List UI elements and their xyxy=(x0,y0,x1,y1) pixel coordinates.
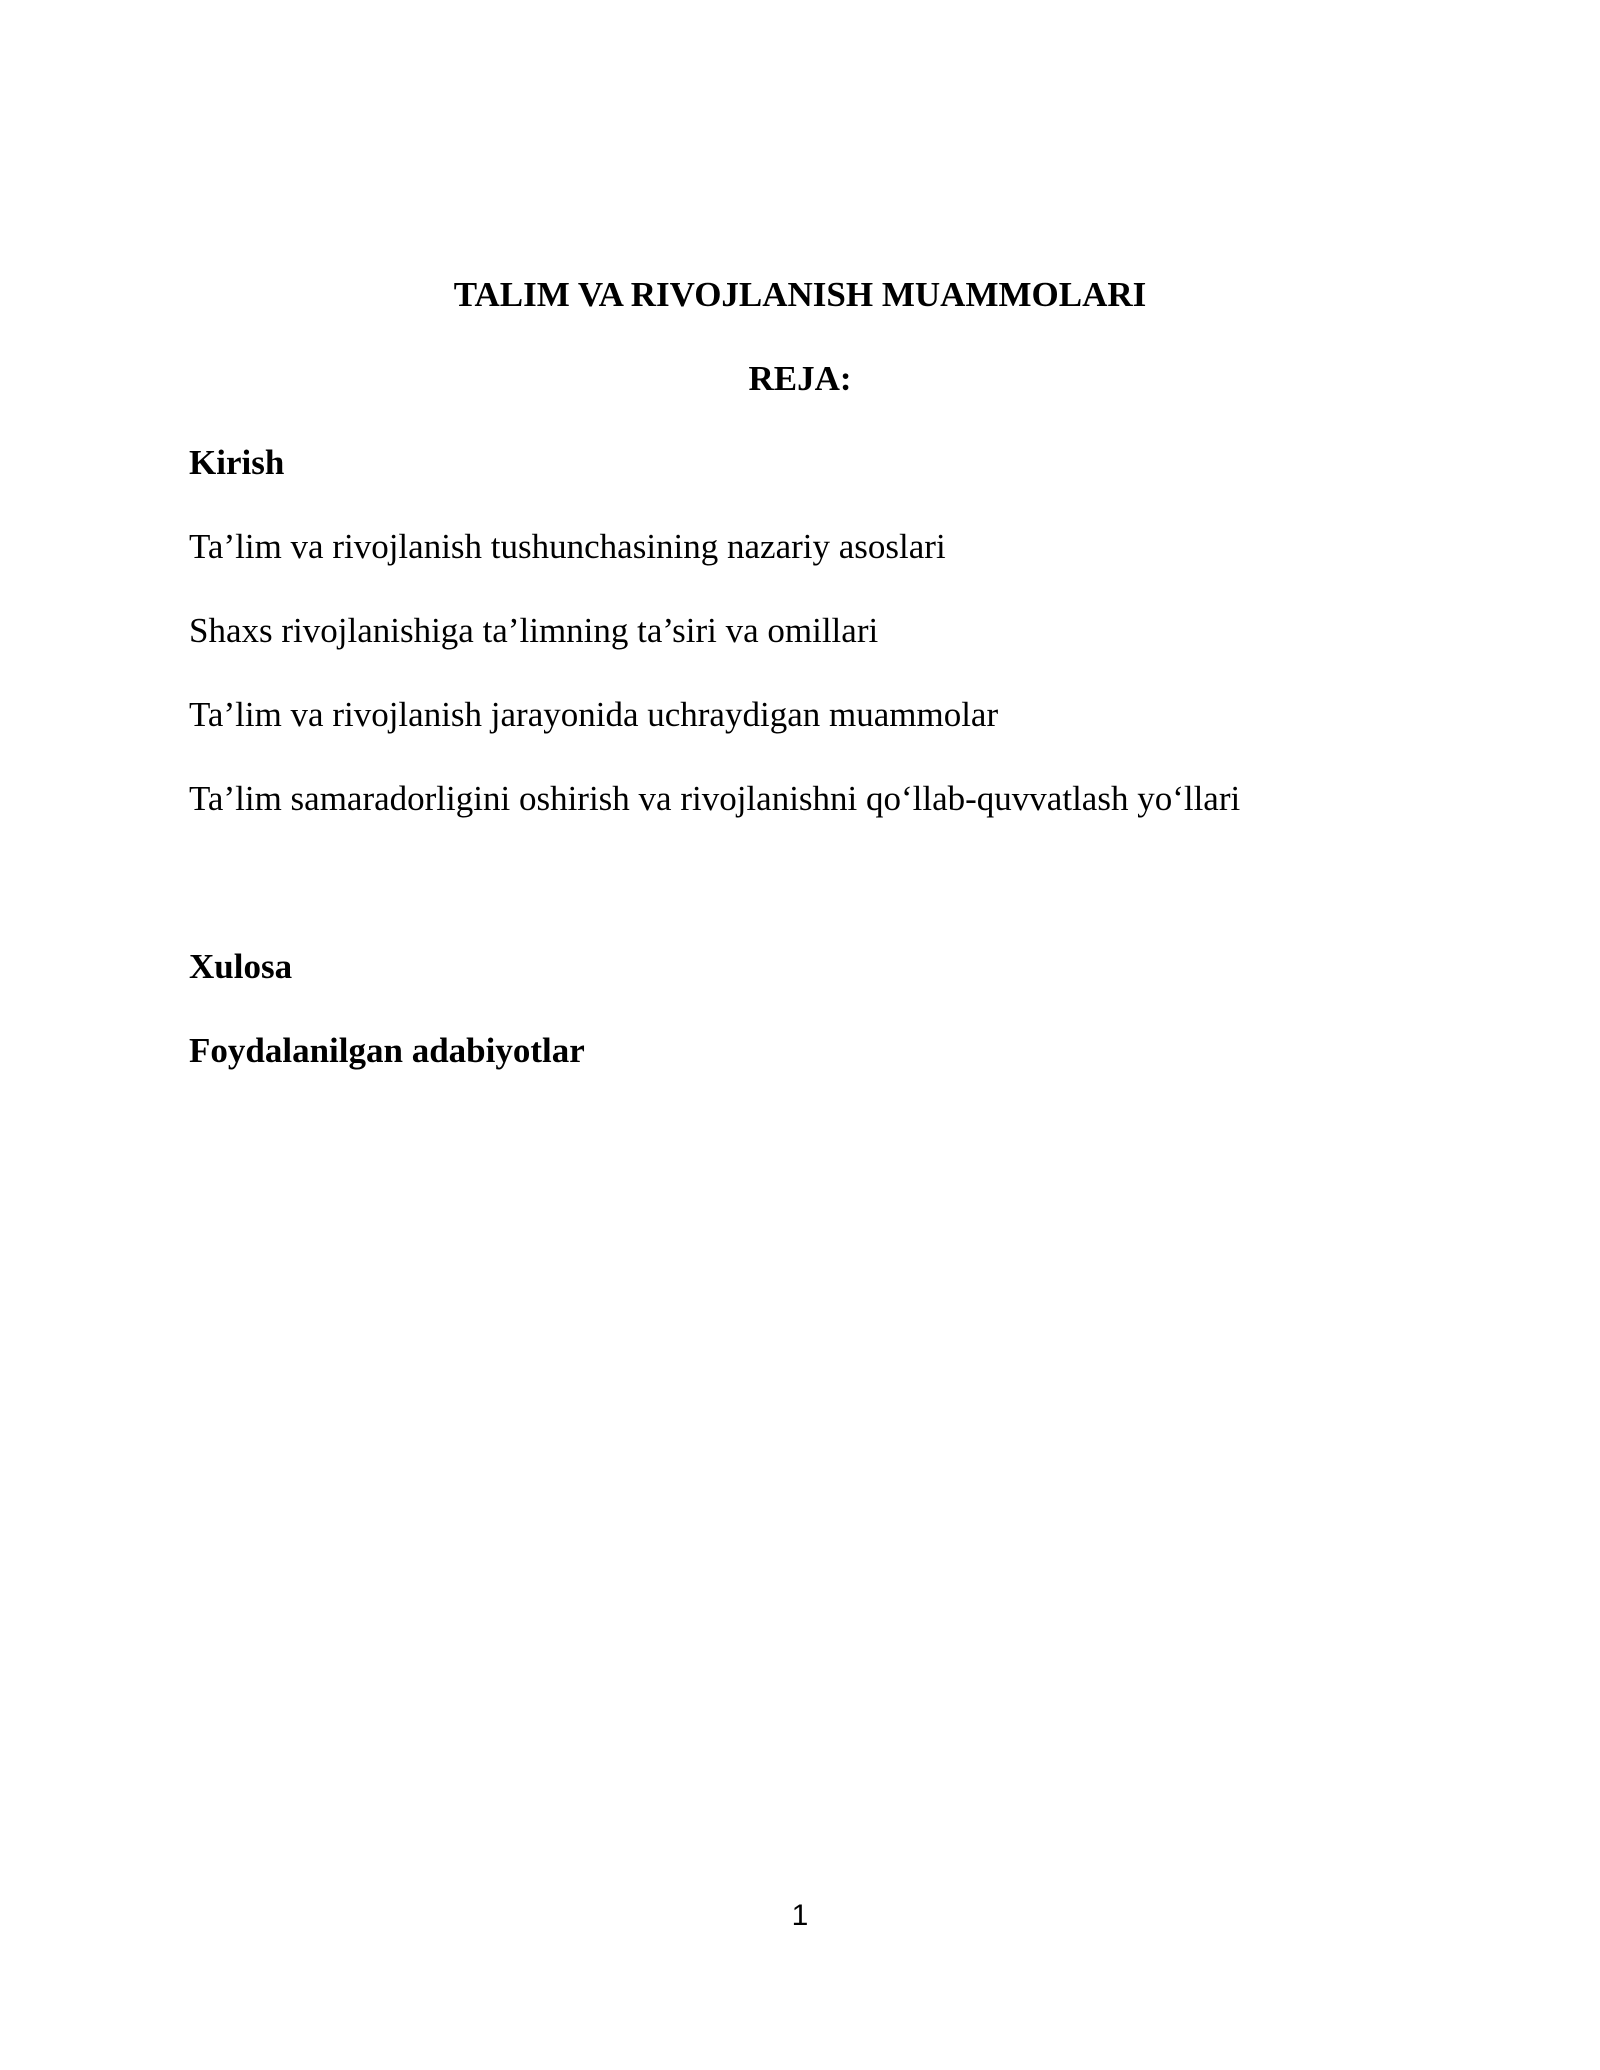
page-number: 1 xyxy=(791,1899,809,1932)
plan-item: Shaxs rivojlanishiga ta’limning ta’siri va omillari xyxy=(189,611,879,650)
document-title: TALIM VA RIVOJLANISH MUAMMOLARI xyxy=(453,275,1147,314)
references-heading: Foydalanilgan adabiyotlar xyxy=(189,1031,585,1070)
plan-heading: REJA: xyxy=(748,359,852,398)
plan-item: Ta’lim va rivojlanish jarayonida uchraydigan muammolar xyxy=(189,695,999,734)
plan-item: Ta’lim va rivojlanish tushunchasining nazariy asoslari xyxy=(189,527,946,566)
plan-item: Ta’lim samaradorligini oshirish va rivojlanishni qo‘llab-quvvatlash yo‘llari xyxy=(189,779,1241,818)
intro-heading: Kirish xyxy=(189,443,285,482)
conclusion-heading: Xulosa xyxy=(189,947,293,986)
